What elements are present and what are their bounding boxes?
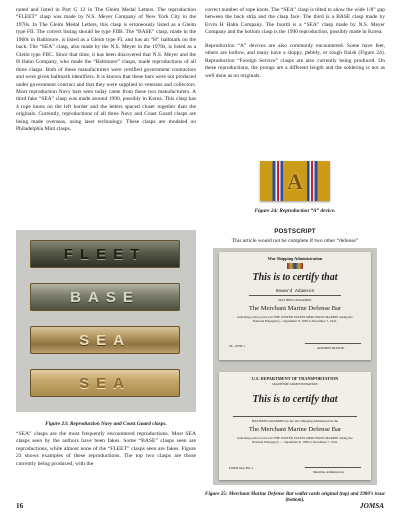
postscript-text: This article would not be complete if two other “defense” <box>231 238 359 244</box>
card-top-body: indicating active service in THE UNITED STATES MERCHANT MARINE during the National Emergency—September 8, 1939 to December 7, 1941. <box>237 315 353 324</box>
left-column <box>16 7 196 134</box>
postscript-heading: POSTSCRIPT <box>274 228 316 235</box>
card-top-signature-rule <box>305 343 361 344</box>
card-top-serial: 18—6558-1 <box>229 344 245 348</box>
card-bottom-awarded: HAS BEEN AWARDED by the War Shipping Administration the <box>251 419 339 423</box>
card-bottom-bar-title: The Merchant Marine Defense Bar <box>248 426 342 433</box>
card-bottom-form: FORM MA-891-1 <box>229 466 254 470</box>
card-top-ribbon <box>287 263 303 269</box>
clasp-fleet <box>30 240 180 268</box>
clasp-base <box>30 283 180 311</box>
card-bottom-agency: U.S. DEPARTMENT OF TRANSPORTATION <box>251 376 339 381</box>
wallet-card-original <box>219 252 371 360</box>
clasp-fleet-word: FLEET <box>63 246 147 263</box>
journal-name: JOMSA <box>360 502 384 510</box>
left-bottom-paragraph: “SEA” clasps are the most frequently encountered reproductions. Most SEA clasps seen by the authors have been fakes. Some “BASE” clasps seen are reproductions, while almost none of the “FLEET” clasps seen are fakes. Figure 23 shows examples of these reproductions. The top two clasps are those currently being produced, with the <box>16 431 196 467</box>
right-paragraph-2: Reproduction “A” devices are also commonly encountered. Some have feet, others are hollow, and many have a sloppy, pebbly, or rough finish (Figure 24). Reproduction “Foreign Service” clasps are also currently being produced. On these reproductions, the prongs are a different length and the soldering is not as well done as on originals. <box>205 42 385 79</box>
figure-24-ribbon-photo <box>260 161 330 201</box>
figure-25-cards-photo <box>213 248 377 485</box>
a-device: A <box>287 169 303 194</box>
clasp-sea-word: SEA <box>79 332 131 349</box>
left-column-paragraph: noted and listed in Part G 12 in The Gleim Medal Letters. The reproduction “FLEET” clasp was made by N.S. Meyer Company of New York City in the 1970s. In The Gleim Medal Letters, this clasp is erroneously listed as a Gleim type FII. The correct listing should be type FIIB. The “BASE” clasp, made in the 1960s in Baltimore, is listed as a Gleim type FI, and has an “H” hallmark on the back. The “SEA” clasp, also made by the N.S. Meyer in the 1970s, is listed as a Gleim type FIIC. Since that time, it has been discovered that N.S. Meyer and the H Hahn Company, who made the “Baltimore” clasps, made reproductions of all three clasps. Both of these manufacturers were certified government contractors and were given hallmark identifiers. It is known that these bars were not produced under government contract and that they were supplied to veterans and collectors. Most reproduction Navy bars seen today came from these two manufacturers. A third fake “SEA” clasp was made around 1990, possibly in Korea. This clasp has 4 rope knots on the left border and the letters spaced closer together than the originals. Currently, reproductions of all three Navy and Coast Guard clasps are being made overseas, using laser technology. These clasps are modeled on Philadelphia Mint clasps. <box>16 7 196 133</box>
left-column-bottom <box>16 431 196 468</box>
figure-24-caption: Figure 24: Reproduction “A” device. <box>254 208 336 214</box>
card-top-bar-title: The Merchant Marine Defense Bar <box>248 305 342 312</box>
clasp-base-word: BASE <box>70 289 140 306</box>
card-top-certify: This is to certify that <box>252 272 338 283</box>
card-top-name: Howard Adamson <box>275 289 315 294</box>
clasp-sea <box>30 326 180 354</box>
card-bottom-signature-role: Maritime Administrator <box>313 470 345 474</box>
card-top-awarded: HAS BEEN AWARDED <box>278 298 312 302</box>
wallet-card-1980s <box>219 372 371 480</box>
figure-23-caption: Figure 23: Reproduction Navy and Coast Guard clasps. <box>45 421 167 427</box>
card-top-signature-role: ADMINISTRATOR. <box>317 346 345 350</box>
card-top-name-rule <box>249 295 341 296</box>
page-number: 16 <box>16 502 24 510</box>
right-column <box>205 7 385 80</box>
clasp-sea-repro <box>30 369 180 397</box>
right-paragraph-1: correct number of rope knots. The “SEA” clasp is tilted to show the wide 1/8” gap between the back strip and the clasp face. The third is a BASE clasp made by Ervin H Hahn Company. The fourth is a “SEA” clasp made by N.S. Meyer Company and the bottom clasp is the 1990 reproduction, possibly made in Korea. <box>205 7 385 36</box>
clasp-sea-repro-word: SEA <box>79 375 131 392</box>
card-bottom-signature-rule <box>305 467 361 468</box>
card-bottom-sub-agency: MARITIME ADMINISTRATION <box>272 382 318 386</box>
card-bottom-body: indicating active service in THE UNITED STATES MERCHANT MARINE during the National Emergency — September 8, 1939 to December 7, 1941. <box>237 436 353 445</box>
card-top-agency: War Shipping Administration <box>267 256 323 261</box>
card-bottom-certify: This is to certify that <box>252 394 338 405</box>
figure-23-clasps-photo <box>16 230 196 412</box>
card-bottom-name-rule <box>233 416 357 417</box>
figure-25-caption: Figure 25: Merchant Marine Defense Bar wallet cards original (top) and 1980’s issue (bottom). <box>205 491 385 504</box>
